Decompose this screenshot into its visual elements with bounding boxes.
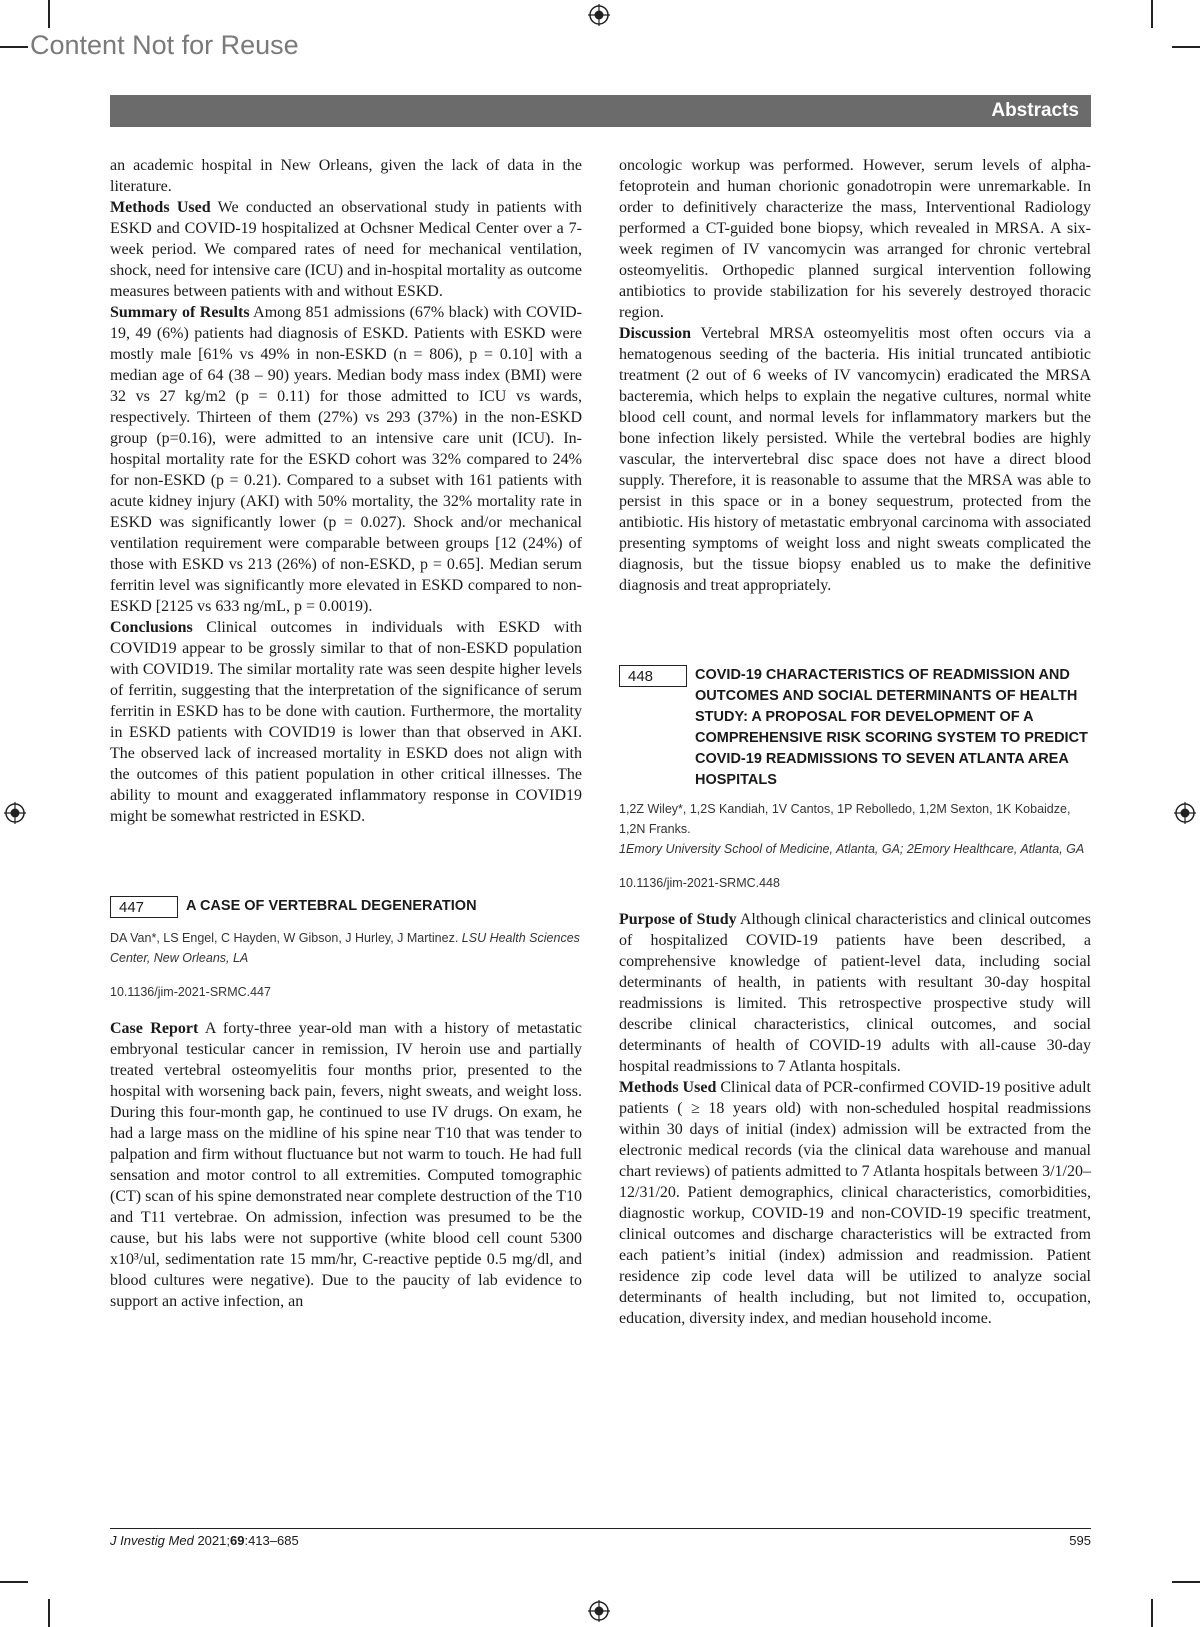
- methods-paragraph: Methods Used We conducted an observational study in patients with ESKD and COVID-19 hospitalized at Ochsner Medical Center over a 7-week period. We compared rates of need for mechanical ventilation, shock, need for intensive care (ICU) and in-hospital mortality as outcome measures between patients with and without ESKD.: [110, 199, 583, 300]
- crop-mark: [1172, 46, 1200, 48]
- crop-mark: [48, 1599, 50, 1627]
- section-label: Methods Used: [619, 1079, 717, 1096]
- doi: 10.1136/jim-2021-SRMC.447: [110, 985, 271, 999]
- registration-mark-icon: [4, 802, 26, 824]
- section-label: Methods Used: [110, 199, 211, 216]
- registration-mark-icon: [588, 1600, 610, 1622]
- crop-mark: [48, 0, 50, 28]
- journal-citation: J Investig Med 2021;69:413–685: [110, 1533, 299, 1548]
- section-title: Abstracts: [991, 100, 1079, 121]
- footer-rule: [110, 1528, 1091, 1529]
- abstract-heading: [619, 665, 1091, 791]
- methods-paragraph: Methods Used Clinical data of PCR-confirmed COVID-19 positive adult patients ( ≥ 18 years old) with non-scheduled hospital readmissions within 30 days of initial (index) admission will be extracted from the electronic medical records (via the clinical data warehouse and manual chart reviews) of patients admitted to 7 Atlanta hospitals between 3/1/20–12/31/20. Patient demographics, clinical characteristics, comorbidities, diagnostic workup, COVID-19 and non-COVID-19 specific treatment, clinical outcomes and discharge characteristics will be extracted from each patient’s initial (index) admission and readmission. Patient residence zip code level data will be utilized to analyze social determinants of health including, but not limited to, occupation, education, diversity index, and median household income.: [619, 1079, 1091, 1327]
- registration-mark-icon: [1174, 802, 1196, 824]
- section-label: Purpose of Study: [619, 911, 737, 928]
- discussion-paragraph: Discussion Vertebral MRSA osteomyelitis most often occurs via a hematogenous seeding of the bacteria. His initial truncated antibiotic treatment (2 out of 6 weeks of IV vancomycin) eradicated the MRSA bacteremia, which helps to explain the negative cultures, normal white blood cell count, and normal levels for inflammatory markers but the bone infection likely persisted. While the vertebral bodies are highly vascular, the intervertebral disc space does not have a direct blood supply. Therefore, it is reasonable to assume that the MRSA was able to persist in this space or in a boney sequestrum, protected from the antibiotic. His history of metastatic embryonal carcinoma with associated presenting symptoms of weight loss and night sweats complicated the diagnosis, but the tissue biopsy enabled us to make the definitive diagnosis and treat appropriately.: [619, 325, 1091, 594]
- right-column: [619, 155, 1091, 1329]
- purpose-paragraph: Purpose of Study Although clinical characteristics and clinical outcomes of hospitalized COVID-19 patients have been described, a comprehensive knowledge of patient-level data, including social determinants of health, in patients with resultant 30-day hospital readmissions is limited. This retrospective prospective study will describe clinical characteristics, clinical outcomes, and social determinants of health of COVID-19 adults with all-cause 30-day hospital readmissions to 7 Atlanta hospitals.: [619, 911, 1091, 1075]
- affiliations: 1Emory University School of Medicine, Atlanta, GA; 2Emory Healthcare, Atlanta, GA: [619, 842, 1085, 856]
- section-label: Case Report: [110, 1020, 199, 1037]
- crop-mark: [1172, 1581, 1200, 1583]
- left-column: [110, 155, 582, 1312]
- section-header: [110, 95, 1091, 127]
- section-label: Summary of Results: [110, 304, 250, 321]
- paragraph: oncologic workup was performed. However, serum levels of alpha-fetoprotein and human chorionic gonadotropin were unremarkable. In order to definitively characterize the mass, Interventional Radiology performed a CT-guided bone biopsy, which revealed in MRSA. A six-week regimen of IV vancomycin was arranged for chronic vertebral osteomyelitis. Orthopedic planned surgical intervention following antibiotics to provide stabilization for his severely destroyed thoracic region.: [619, 157, 1091, 321]
- section-label: Conclusions: [110, 619, 193, 636]
- author-list: DA Van*, LS Engel, C Hayden, W Gibson, J Hurley, J Martinez. LSU Health Sciences Center, New Orleans, LA: [110, 931, 580, 965]
- crop-mark: [1151, 1599, 1153, 1627]
- abstract-title: A CASE OF VERTEBRAL DEGENERATION: [186, 898, 477, 914]
- abstract-number: 447: [110, 896, 178, 918]
- paragraph: an academic hospital in New Orleans, given the lack of data in the literature.: [110, 157, 582, 195]
- watermark: Content Not for Reuse: [30, 30, 299, 60]
- case-report-paragraph: Case Report A forty-three year-old man with a history of metastatic embryonal testicular cancer in remission, IV heroin use and partially treated vertebral osteomyelitis four months prior, presented to the hospital with worsening back pain, fevers, night sweats, and weight loss. During this four-month gap, he continued to use IV drugs. On exam, he had a large mass on the midline of his spine near T10 that was tender to palpation and firm without fluctuance but not warm to touch. He had full sensation and motor control to all extremities. Computed tomographic (CT) scan of his spine demonstrated near complete destruction of the T10 and T11 vertebrae. On admission, infection was presumed to be the cause, but his labs were not supportive (white blood cell count 5300 x10³/ul, sedimentation rate 15 mm/hr, C-reactive peptide 0.5 mg/dl, and blood cultures were negative). Due to the paucity of lab evidence to support an active infection, an: [110, 1020, 582, 1310]
- doi: 10.1136/jim-2021-SRMC.448: [619, 876, 780, 890]
- results-paragraph: Summary of Results Among 851 admissions (67% black) with COVID-19, 49 (6%) patients had diagnosis of ESKD. Patients with ESKD were mostly male [61% vs 49% in non-ESKD (n = 806), p = 0.10] with a median age of 64 (38 – 90) years. Median body mass index (BMI) were 32 vs 27 kg/m2 (p = 0.11) for those admitted to ICU vs wards, respectively. Thirteen of them (27%) vs 293 (37%) in the non-ESKD group (p=0.16), were admitted to an intensive care unit (ICU). In-hospital mortality rate for the ESKD cohort was 32% compared to 24% for non-ESKD (p = 0.21). Compared to a subset with 161 patients with acute kidney injury (AKI) with 50% mortality, the 32% mortality rate in ESKD was significantly lower (p = 0.027). Shock and/or mechanical ventilation requirement were comparable between groups [12 (24%) of those with ESKD vs 213 (26%) of non-ESKD, p = 0.65]. Median serum ferritin level was significantly more elevated in ESKD compared to non-ESKD [2125 vs 633 ng/mL, p = 0.0019).: [110, 304, 583, 615]
- page-number: 595: [1069, 1533, 1091, 1548]
- abstract-heading: [110, 896, 582, 918]
- section-label: Discussion: [619, 325, 692, 342]
- author-list: 1,2Z Wiley*, 1,2S Kandiah, 1V Cantos, 1P Rebolledo, 1,2M Sexton, 1K Kobaidze, 1,2N Franks.: [619, 802, 1071, 836]
- institution: LSU Health Sciences Center, New Orleans, LA: [110, 931, 580, 965]
- crop-mark: [1151, 0, 1153, 28]
- crop-mark: [0, 1581, 28, 1583]
- abstract-number: 448: [619, 665, 687, 687]
- conclusions-paragraph: Conclusions Clinical outcomes in individuals with ESKD with COVID19 appear to be grossly similar to that of non-ESKD population with COVID19. The similar mortality rate was seen despite higher levels of ferritin, suggesting that the interpretation of the significance of serum ferritin in ESKD has to be done with caution. Furthermore, the mortality in ESKD patients with COVID19 is lower than that observed in AKI. The observed lack of increased mortality in ESKD does not align with the outcomes of this patient population in other critical illnesses. The ability to mount and exaggerated inflammatory response in COVID19 might be somewhat restricted in ESKD.: [110, 619, 583, 825]
- registration-mark-icon: [588, 4, 610, 26]
- crop-mark: [0, 46, 28, 48]
- abstract-title: COVID-19 CHARACTERISTICS OF READMISSION AND OUTCOMES AND SOCIAL DETERMINANTS OF HEALTH STUDY: A PROPOSAL FOR DEVELOPMENT OF A COMPREHENSIVE RISK SCORING SYSTEM TO PREDICT COVID-19 READMISSIONS TO SEVEN ATLANTA AREA HOSPITALS: [695, 667, 1088, 788]
